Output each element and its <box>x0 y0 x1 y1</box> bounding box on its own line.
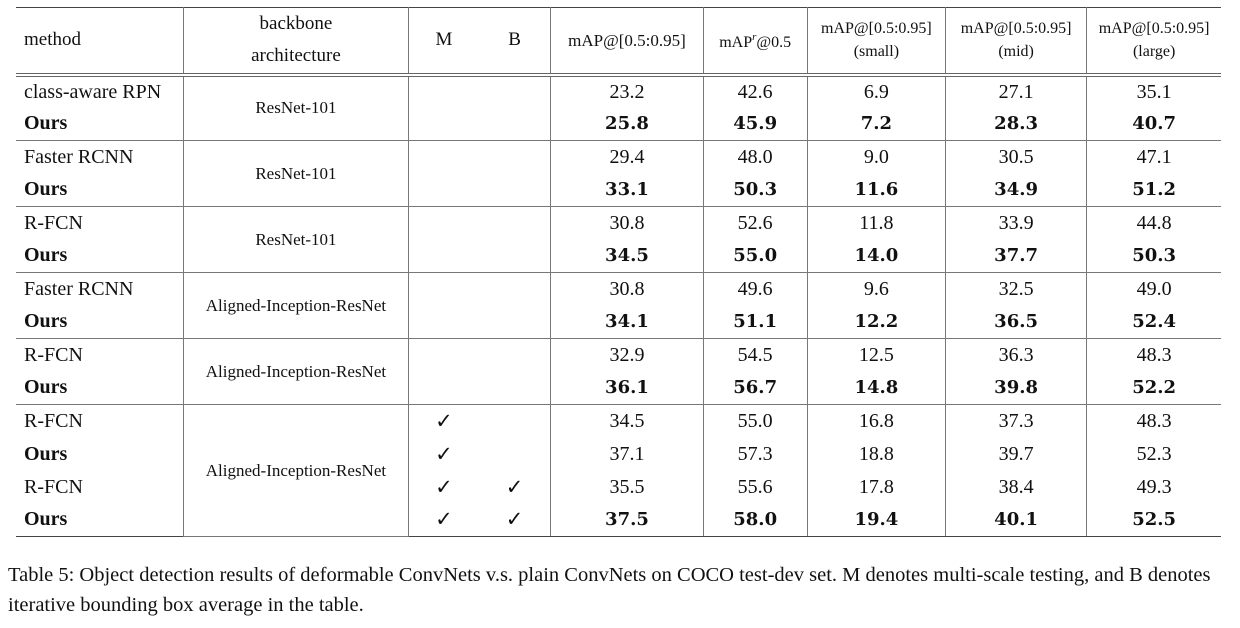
map-mid-cell: 39.8 <box>945 372 1086 405</box>
bbox-average-check <box>479 141 551 174</box>
header-large <box>1087 8 1221 75</box>
map50-cell: 49.6 <box>703 273 807 306</box>
map-small-cell: 17.8 <box>807 471 945 504</box>
header-small-line2: (small) <box>853 43 900 61</box>
method-cell: Faster RCNN <box>16 273 183 306</box>
method-cell: Ours <box>16 504 183 537</box>
map-mid-cell: 33.9 <box>945 207 1086 240</box>
table-row <box>16 141 1221 174</box>
multiscale-check <box>409 174 479 207</box>
bbox-average-check <box>479 405 551 438</box>
map-large-cell: 51.2 <box>1087 174 1221 207</box>
table-caption: Table 5: Object detection results of deformable ConvNets v.s. plain ConvNets on COCO test-dev set. M denotes multi-scale testing, and B denotes iterative bounding box average in the table. <box>8 564 1211 616</box>
bbox-average-check <box>479 306 551 339</box>
multiscale-check <box>409 339 479 372</box>
backbone-cell: Aligned-Inception-ResNet <box>183 273 408 339</box>
bbox-average-check: ✓ <box>479 471 551 504</box>
bbox-average-check <box>479 108 551 141</box>
method-cell: class-aware RPN <box>16 75 183 108</box>
map-large-cell: 49.3 <box>1136 475 1172 498</box>
bbox-average-check: ✓ <box>479 504 551 537</box>
map-cell: 29.4 <box>551 141 703 174</box>
bbox-average-check <box>479 372 551 405</box>
map50-cell: 56.7 <box>703 372 807 405</box>
multiscale-check: ✓ <box>409 504 479 537</box>
map50-cell: 45.9 <box>703 108 807 141</box>
map50-cell: 54.5 <box>703 339 807 372</box>
multiscale-check <box>409 207 479 240</box>
map-cell: 34.5 <box>551 240 703 273</box>
map50-cell: 55.0 <box>703 240 807 273</box>
map-mid-cell: 27.1 <box>945 75 1086 108</box>
bbox-average-check <box>479 207 551 240</box>
map50-cell: 52.6 <box>703 207 807 240</box>
map-small-cell: 11.6 <box>807 174 945 207</box>
map-large-cell: 52.3 <box>1136 442 1172 465</box>
table-body <box>16 75 1221 537</box>
backbone-cell: ResNet-101 <box>183 207 408 273</box>
multiscale-check <box>409 141 479 174</box>
map50-cell: 58.0 <box>703 504 807 537</box>
map-cell: 30.8 <box>551 207 703 240</box>
map50-cell: 57.3 <box>703 438 807 471</box>
map-cell: 33.1 <box>551 174 703 207</box>
map-cell: 30.8 <box>551 273 703 306</box>
header-map: mAP@[0.5:0.95] <box>551 8 703 75</box>
method-cell: Ours <box>16 174 183 207</box>
map-mid-cell: 37.7 <box>945 240 1086 273</box>
bbox-average-check <box>479 273 551 306</box>
map-mid-cell: 34.9 <box>945 174 1086 207</box>
map-cell: 23.2 <box>551 75 703 108</box>
header-small <box>807 8 945 75</box>
map-cell: 25.8 <box>551 108 703 141</box>
header-small-line1: mAP@[0.5:0.95] <box>821 20 932 38</box>
header-mid <box>945 8 1086 75</box>
map-mid-cell: 39.7 <box>945 438 1086 471</box>
bbox-average-check <box>479 174 551 207</box>
map-cell: 37.5 <box>551 504 703 537</box>
map-large-cell: 48.3 <box>1136 343 1172 366</box>
header-mid-line1: mAP@[0.5:0.95] <box>960 20 1072 38</box>
backbone-cell: Aligned-Inception-ResNet <box>183 405 408 537</box>
bbox-average-check <box>479 339 551 372</box>
table-row <box>16 75 1221 108</box>
table-row <box>16 273 1221 306</box>
method-cell: Ours <box>16 240 183 273</box>
map-small-cell: 11.8 <box>807 207 945 240</box>
map-large-cell: 49.0 <box>1136 277 1172 300</box>
map50-cell: 55.6 <box>703 471 807 504</box>
header-backbone-line1: backbone <box>259 13 333 35</box>
map-small-cell: 14.0 <box>807 240 945 273</box>
map-small-cell: 6.9 <box>807 75 945 108</box>
header-map50-sup: r <box>752 31 757 44</box>
method-cell: Ours <box>16 372 183 405</box>
map50-cell: 48.0 <box>703 141 807 174</box>
header-b: B <box>479 8 551 75</box>
map50-cell: 51.1 <box>703 306 807 339</box>
multiscale-check <box>409 372 479 405</box>
method-cell: Ours <box>16 438 183 471</box>
map-small-cell: 12.5 <box>807 339 945 372</box>
map-large-cell: 40.7 <box>1087 108 1221 141</box>
map-mid-cell: 36.5 <box>945 306 1086 339</box>
results-table-container <box>16 7 1221 537</box>
map50-cell: 42.6 <box>703 75 807 108</box>
map-large-cell: 44.8 <box>1136 211 1172 234</box>
map-cell: 37.1 <box>551 438 703 471</box>
map-large-cell: 35.1 <box>1136 80 1172 103</box>
bbox-average-check <box>479 438 551 471</box>
map50-cell: 55.0 <box>703 405 807 438</box>
method-cell: R-FCN <box>16 471 183 504</box>
header-map50-suffix: @0.5 <box>756 34 792 52</box>
map-mid-cell: 37.3 <box>945 405 1086 438</box>
multiscale-check <box>409 108 479 141</box>
map-mid-cell: 40.1 <box>945 504 1086 537</box>
map-mid-cell: 32.5 <box>945 273 1086 306</box>
map-large-cell: 52.2 <box>1087 372 1221 405</box>
method-cell: Ours <box>16 306 183 339</box>
backbone-cell: ResNet-101 <box>183 141 408 207</box>
table-row <box>16 207 1221 240</box>
map-large-cell: 50.3 <box>1087 240 1221 273</box>
method-cell: R-FCN <box>16 339 183 372</box>
method-cell: Ours <box>16 108 183 141</box>
multiscale-check <box>409 273 479 306</box>
header-mid-line2: (mid) <box>998 43 1034 61</box>
map-cell: 34.5 <box>551 405 703 438</box>
map-large-cell: 52.5 <box>1087 504 1221 537</box>
multiscale-check: ✓ <box>435 408 453 433</box>
table-row <box>16 405 1221 438</box>
map-mid-cell: 30.5 <box>945 141 1086 174</box>
map-small-cell: 9.0 <box>807 141 945 174</box>
map-small-cell: 9.6 <box>807 273 945 306</box>
table-header <box>16 8 1221 75</box>
header-backbone-line2: architecture <box>251 45 341 67</box>
map-cell: 34.1 <box>551 306 703 339</box>
header-method: method <box>16 8 183 75</box>
bbox-average-check <box>479 240 551 273</box>
backbone-cell: Aligned-Inception-ResNet <box>183 339 408 405</box>
multiscale-check: ✓ <box>435 474 453 499</box>
header-m: M <box>409 8 479 75</box>
results-table <box>16 7 1221 537</box>
map-large-cell: 47.1 <box>1136 145 1172 168</box>
map-small-cell: 16.8 <box>807 405 945 438</box>
bbox-average-check <box>479 75 551 108</box>
map50-cell: 50.3 <box>703 174 807 207</box>
map-mid-cell: 38.4 <box>945 471 1086 504</box>
method-cell: R-FCN <box>16 207 183 240</box>
header-backbone <box>183 8 408 75</box>
method-cell: Faster RCNN <box>16 141 183 174</box>
multiscale-check <box>409 75 479 108</box>
backbone-cell: ResNet-101 <box>183 75 408 141</box>
map-small-cell: 7.2 <box>807 108 945 141</box>
map-cell: 32.9 <box>551 339 703 372</box>
header-large-line2: (large) <box>1132 43 1176 61</box>
map-large-cell: 48.3 <box>1136 409 1172 432</box>
map-small-cell: 12.2 <box>807 306 945 339</box>
map-small-cell: 14.8 <box>807 372 945 405</box>
map-mid-cell: 28.3 <box>945 108 1086 141</box>
table-row <box>16 339 1221 372</box>
method-cell: R-FCN <box>16 405 183 438</box>
multiscale-check <box>409 306 479 339</box>
header-map50 <box>703 8 807 75</box>
map-mid-cell: 36.3 <box>945 339 1086 372</box>
map-cell: 35.5 <box>551 471 703 504</box>
multiscale-check: ✓ <box>435 441 453 466</box>
map-small-cell: 19.4 <box>807 504 945 537</box>
map-small-cell: 18.8 <box>807 438 945 471</box>
map-cell: 36.1 <box>551 372 703 405</box>
multiscale-check <box>409 240 479 273</box>
map-large-cell: 52.4 <box>1087 306 1221 339</box>
header-map50-prefix: mAP <box>719 34 753 52</box>
header-large-line1: mAP@[0.5:0.95] <box>1098 20 1210 38</box>
